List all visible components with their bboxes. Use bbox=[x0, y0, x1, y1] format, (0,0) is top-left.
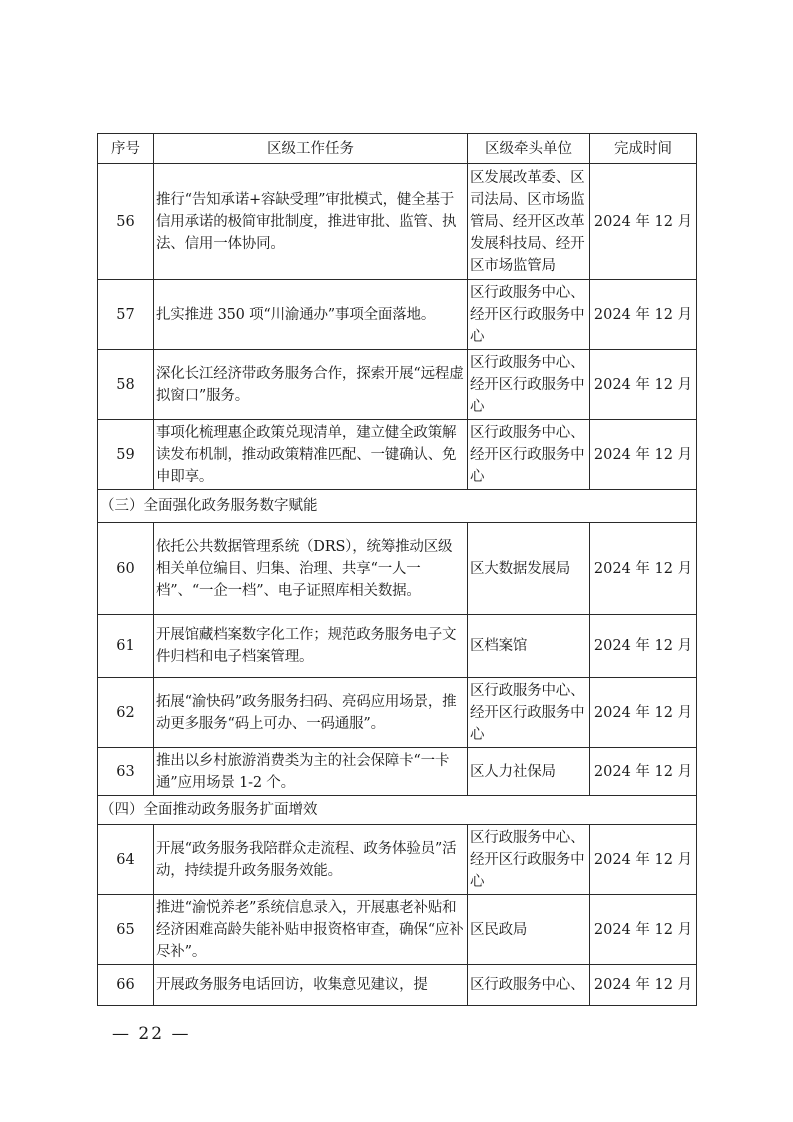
table-row bbox=[98, 678, 697, 748]
row-number: 61 bbox=[98, 615, 154, 678]
row-number: 63 bbox=[98, 748, 154, 796]
row-time: 2024 年 12 月 bbox=[590, 965, 697, 1006]
row-unit: 区人力社保局 bbox=[468, 748, 590, 796]
row-time: 2024 年 12 月 bbox=[590, 164, 697, 280]
row-task: 推出以乡村旅游消费类为主的社会保障卡“一卡通”应用场景 1-2 个。 bbox=[154, 748, 468, 796]
row-time: 2024 年 12 月 bbox=[590, 350, 697, 420]
row-unit: 区行政服务中心、经开区行政服务中心 bbox=[468, 678, 590, 748]
row-time: 2024 年 12 月 bbox=[590, 280, 697, 350]
header-time: 完成时间 bbox=[590, 134, 697, 164]
table-row bbox=[98, 280, 697, 350]
row-task: 推行“告知承诺+容缺受理”审批模式，健全基于信用承诺的极简审批制度，推进审批、监管、执法、信用一体协同。 bbox=[154, 164, 468, 280]
row-time: 2024 年 12 月 bbox=[590, 678, 697, 748]
row-task: 深化长江经济带政务服务合作，探索开展“远程虚拟窗口”服务。 bbox=[154, 350, 468, 420]
row-task: 开展馆藏档案数字化工作；规范政务服务电子文件归档和电子档案管理。 bbox=[154, 615, 468, 678]
table-row bbox=[98, 895, 697, 965]
row-number: 56 bbox=[98, 164, 154, 280]
section-heading: （三）全面强化政务服务数字赋能 bbox=[98, 490, 697, 523]
header-no: 序号 bbox=[98, 134, 154, 164]
row-time: 2024 年 12 月 bbox=[590, 523, 697, 615]
table-row bbox=[98, 523, 697, 615]
row-task: 开展“政务服务我陪群众走流程、政务体验员”活动，持续提升政务服务效能。 bbox=[154, 825, 468, 895]
row-number: 57 bbox=[98, 280, 154, 350]
row-unit: 区行政服务中心、经开区行政服务中心 bbox=[468, 420, 590, 490]
task-table bbox=[97, 133, 697, 1006]
row-time: 2024 年 12 月 bbox=[590, 420, 697, 490]
table-row bbox=[98, 420, 697, 490]
row-unit: 区档案馆 bbox=[468, 615, 590, 678]
row-task: 扎实推进 350 项“川渝通办”事项全面落地。 bbox=[154, 280, 468, 350]
table-row bbox=[98, 615, 697, 678]
row-unit: 区大数据发展局 bbox=[468, 523, 590, 615]
table-row bbox=[98, 748, 697, 796]
row-number: 60 bbox=[98, 523, 154, 615]
table-header-row bbox=[98, 134, 697, 164]
row-task: 依托公共数据管理系统（DRS），统筹推动区级相关单位编目、归集、治理、共享“一人一档”、“一企一档”、电子证照库相关数据。 bbox=[154, 523, 468, 615]
row-unit: 区行政服务中心、经开区行政服务中心 bbox=[468, 825, 590, 895]
table-body bbox=[98, 164, 697, 1006]
table-row bbox=[98, 350, 697, 420]
header-unit: 区级牵头单位 bbox=[468, 134, 590, 164]
row-unit: 区行政服务中心、 bbox=[468, 965, 590, 1006]
row-unit: 区民政局 bbox=[468, 895, 590, 965]
row-task: 开展政务服务电话回访，收集意见建议，提 bbox=[154, 965, 468, 1006]
row-time: 2024 年 12 月 bbox=[590, 825, 697, 895]
row-task: 事项化梳理惠企政策兑现清单，建立健全政策解读发布机制，推动政策精准匹配、一键确认、免申即享。 bbox=[154, 420, 468, 490]
row-number: 65 bbox=[98, 895, 154, 965]
table-row bbox=[98, 965, 697, 1006]
row-unit: 区行政服务中心、经开区行政服务中心 bbox=[468, 280, 590, 350]
section-heading: （四）全面推动政务服务扩面增效 bbox=[98, 796, 697, 825]
page-number: — 22 — bbox=[112, 1024, 191, 1044]
row-task: 推进“渝悦养老”系统信息录入，开展惠老补贴和经济困难高龄失能补贴申报资格审查，确保“应补尽补”。 bbox=[154, 895, 468, 965]
table-row bbox=[98, 825, 697, 895]
row-number: 59 bbox=[98, 420, 154, 490]
row-unit: 区行政服务中心、经开区行政服务中心 bbox=[468, 350, 590, 420]
row-unit: 区发展改革委、区司法局、区市场监管局、经开区改革发展科技局、经开区市场监管局 bbox=[468, 164, 590, 280]
row-time: 2024 年 12 月 bbox=[590, 748, 697, 796]
row-time: 2024 年 12 月 bbox=[590, 615, 697, 678]
section-row bbox=[98, 490, 697, 523]
header-task: 区级工作任务 bbox=[154, 134, 468, 164]
row-number: 58 bbox=[98, 350, 154, 420]
row-number: 62 bbox=[98, 678, 154, 748]
table-row bbox=[98, 164, 697, 280]
section-row bbox=[98, 796, 697, 825]
row-task: 拓展“渝快码”政务服务扫码、亮码应用场景，推动更多服务“码上可办、一码通服”。 bbox=[154, 678, 468, 748]
row-number: 64 bbox=[98, 825, 154, 895]
row-number: 66 bbox=[98, 965, 154, 1006]
row-time: 2024 年 12 月 bbox=[590, 895, 697, 965]
